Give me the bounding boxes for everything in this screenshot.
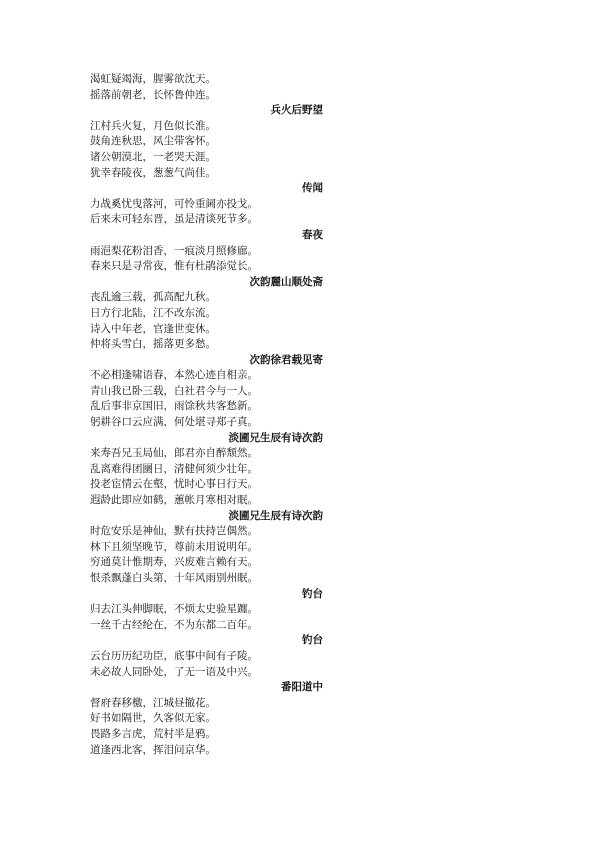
poem-title: 钓台	[302, 634, 323, 647]
poem-line: 乱离难得团圞日，清健何须少壮年。	[90, 462, 258, 475]
poem-line: 归去江头伸脚眠，不烦太史验星躔。	[90, 603, 258, 616]
poem-line: 青山我已卧三载，白社君今与一人。	[90, 384, 258, 397]
poem-line: 未必故人同卧处，了无一语及中兴。	[90, 665, 258, 678]
poem-line: 来寿吾兄玉局仙，郎君亦自醉颓然。	[90, 447, 258, 460]
poem-title: 番阳道中	[281, 681, 323, 694]
poem-line: 鼓角连秋思，风尘带客怀。	[90, 135, 216, 148]
poem-line: 林下且须坚晚节，尊前未用说明年。	[90, 540, 258, 553]
poem-line: 摇落前朝老，长怀鲁仲连。	[90, 88, 216, 101]
poem-line: 后来未可轻东晋，虽是清谈死节多。	[90, 213, 258, 226]
poem-title: 次韵徐君载见寄	[249, 353, 323, 366]
poem-line: 穷通莫计惟期寿，兴废难言赖有天。	[90, 556, 258, 569]
poem-line: 云台历历纪功臣，底事中间有子陵。	[90, 649, 258, 662]
poem-line: 道逢西北客，挥泪问京华。	[90, 743, 216, 756]
poem-line: 恨杀飘蓬白头第，十年风雨别州眠。	[90, 572, 258, 584]
poem-body	[90, 72, 510, 758]
poem-line: 一丝千古经纶在，不为东都二百年。	[90, 618, 258, 631]
poem-line: 江村兵火复，月色似长淮。	[90, 119, 216, 132]
poem-line: 诸公朝漠北，一老哭天涯。	[90, 150, 216, 163]
poem-line: 日方行北陆，江不改东流。	[90, 306, 216, 319]
poem-line: 丧乱逾三载，孤高配九秋。	[90, 291, 216, 304]
poem-title: 兵火后野望	[270, 104, 323, 117]
poem-line: 犹幸春陵夜，葱葱气尚佳。	[90, 166, 216, 179]
poem-line: 雨浥梨花粉泪香，一痕淡月照修廊。	[90, 244, 258, 257]
poem-line: 乱后事非京国旧，雨馀秋共客愁新。	[90, 400, 258, 413]
poem-title: 春夜	[302, 228, 323, 241]
poem-title: 淡圃兄生辰有诗次韵	[228, 431, 323, 444]
poem-line: 投老宦情云在壑，忧时心事日行天。	[90, 478, 258, 491]
poem-title: 次韵麗山顺处斋	[249, 275, 323, 288]
poem-line: 躬耕谷口云应满，何处堪寻郑子真。	[90, 416, 258, 429]
poem-line: 时危安乐是神仙，默有扶持岂偶然。	[90, 525, 258, 538]
poem-title: 淡圃兄生辰有诗次韵	[228, 509, 323, 522]
poem-line: 不必相逢啸语春，本然心迹自相亲。	[90, 369, 258, 382]
poem-title: 传闻	[302, 182, 323, 195]
poem-line: 力战奚忧曳落河，可怜重阃亦投戈。	[90, 197, 258, 210]
poem-line: 诗入中年老，官逢世变休。	[90, 322, 216, 335]
poem-line: 畏路多言虎，荒村半是鸦。	[90, 727, 216, 740]
poem-line: 好书如隔世，久客似无家。	[90, 712, 216, 725]
poem-line: 仲将头雪白，摇落更多愁。	[90, 338, 216, 351]
poem-line: 遐龄此即应如鹤，蕙帐月寒相对眠。	[90, 494, 258, 507]
poem-line: 渴虹疑竭海，腥雾欲沈天。	[90, 73, 216, 85]
poem-title: 钓台	[302, 587, 323, 600]
poem-line: 春来只是寻常夜，惟有杜鹃添觉长。	[90, 260, 258, 273]
poem-line: 督府春移檄，江城昼撤花。	[90, 696, 216, 709]
